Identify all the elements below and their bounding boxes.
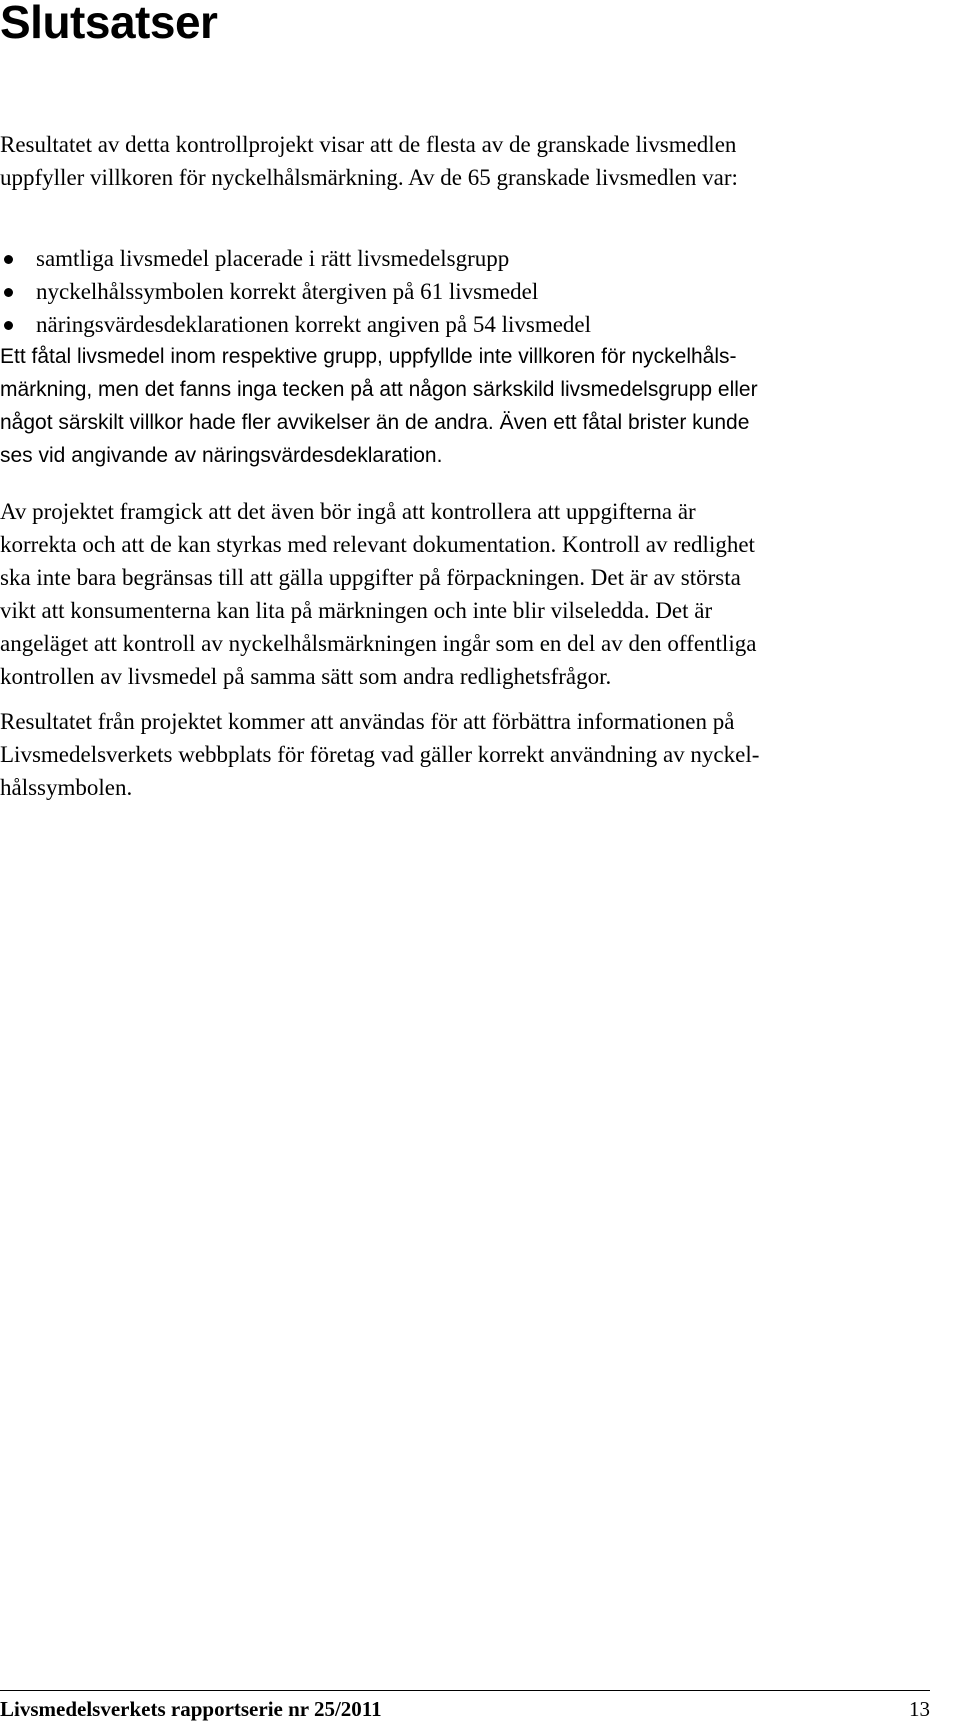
page-number: 13: [909, 1697, 930, 1721]
bullet-dot-icon: [4, 288, 13, 297]
bullet-text: nyckelhålssymbolen korrekt återgiven på 61 livsmedel: [36, 279, 539, 304]
control-paragraph: [0, 495, 930, 693]
deviations-line: Ett fåtal livsmedel inom respektive grupp, uppfyllde inte villkoren för nyckelhåls-: [0, 345, 737, 368]
results-usage-line: hålssymbolen.: [0, 775, 133, 800]
bullet-item: [0, 242, 591, 275]
results-usage-line: Resultatet från projektet kommer att användas för att förbättra informationen på: [0, 709, 735, 734]
deviations-line: ses vid angivande av näringsvärdesdeklaration.: [0, 444, 443, 467]
results-usage-paragraph: [0, 705, 930, 804]
bullet-item: [0, 275, 591, 308]
bullet-dot-icon: [4, 321, 13, 330]
deviations-line: något särskilt villkor hade fler avvikelser än de andra. Även ett fåtal brister kunde: [0, 411, 750, 434]
control-line: korrekta och att de kan styrkas med relevant dokumentation. Kontroll av redlighet: [0, 532, 755, 557]
report-series-label: Livsmedelsverkets rapportserie nr 25/2011: [0, 1697, 382, 1721]
intro-line: uppfyller villkoren för nyckelhålsmärkning. Av de 65 granskade livsmedlen var:: [0, 165, 738, 190]
bullet-text: samtliga livsmedel placerade i rätt livsmedelsgrupp: [36, 246, 510, 271]
control-line: angeläget att kontroll av nyckelhålsmärkningen ingår som en del av den offentliga: [0, 631, 757, 656]
control-line: Av projektet framgick att det även bör ingå att kontrollera att uppgifterna är: [0, 499, 696, 524]
results-bullet-list: [0, 242, 591, 341]
results-usage-line: Livsmedelsverkets webbplats för företag vad gäller korrekt användning av nyckel-: [0, 742, 760, 767]
deviations-paragraph: [0, 340, 930, 472]
intro-paragraph: [0, 128, 930, 194]
footer-divider: [0, 1690, 930, 1691]
bullet-text: näringsvärdesdeklarationen korrekt angiven på 54 livsmedel: [36, 312, 592, 337]
control-line: kontrollen av livsmedel på samma sätt som andra redlighetsfrågor.: [0, 664, 612, 689]
intro-line: Resultatet av detta kontrollprojekt visar att de flesta av de granskade livsmedlen: [0, 132, 737, 157]
bullet-item: [0, 308, 591, 341]
control-line: vikt att konsumenterna kan lita på märkningen och inte blir vilseledda. Det är: [0, 598, 713, 623]
deviations-line: märkning, men det fanns inga tecken på att någon särkskild livsmedelsgrupp eller: [0, 378, 758, 401]
control-line: ska inte bara begränsas till att gälla uppgifter på förpackningen. Det är av största: [0, 565, 741, 590]
bullet-dot-icon: [4, 255, 13, 264]
page-heading: Slutsatser: [0, 0, 218, 48]
